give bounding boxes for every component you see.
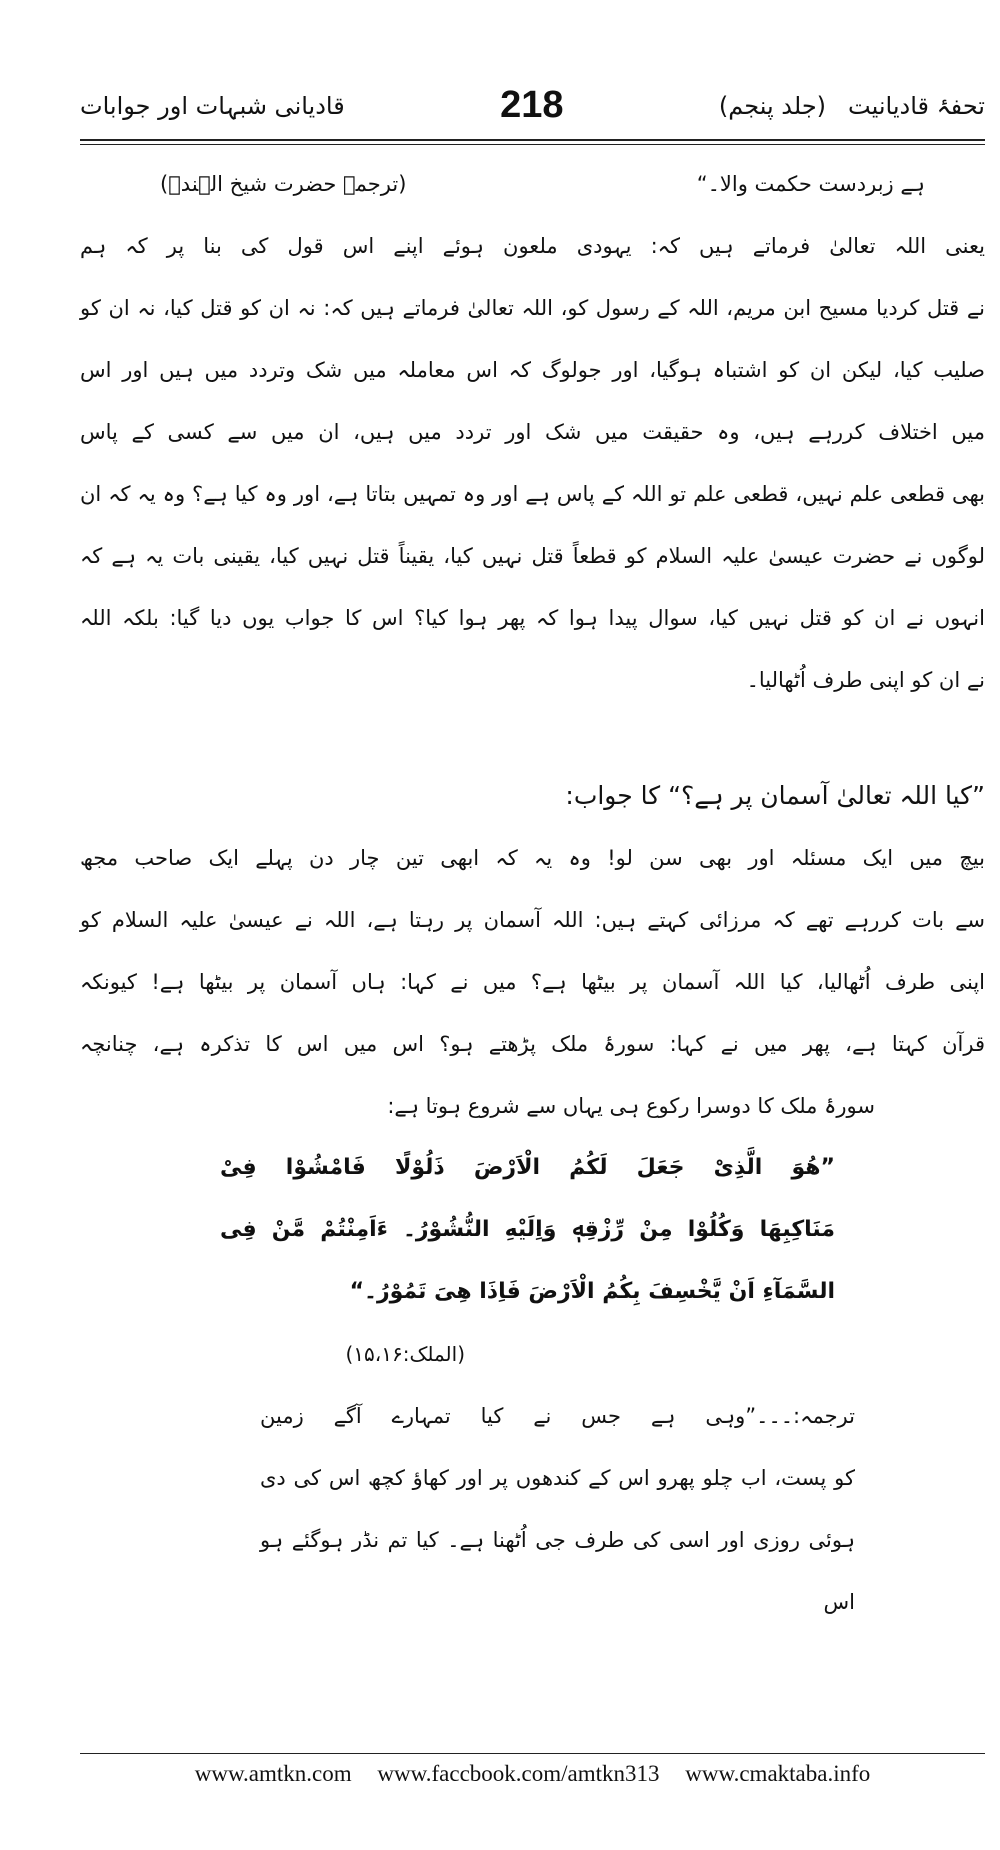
- header-rule-thin: [80, 144, 985, 145]
- translation-line: ہوئی روزی اور اسی کی طرف جی اُٹھنا ہے۔ کیا تم نڈر ہوگئے ہو اس: [260, 1528, 855, 1614]
- translation-line: کو پست، اب چلو پھرو اس کے کندھوں پر اور کھاؤ کچھ اس کی دی: [260, 1466, 855, 1490]
- paragraph-1-line: یعنی اللہ تعالیٰ فرماتے ہیں کہ: یہودی ملعون ہوئے اپنے اس قول کی بنا پر کہ ہم: [80, 234, 985, 258]
- paragraph-1-line: میں اختلاف کررہے ہیں، وہ حقیقت میں شک اور تردد میں ہیں، ان میں سے کسی کے پاس: [80, 420, 985, 444]
- quote-end-line: [80, 153, 985, 215]
- arabic-verse-line: ”هُوَ الَّذِیْ جَعَلَ لَكُمُ الْاَرْضَ ذَلُوْلًا فَامْشُوْا فِیْ: [220, 1155, 835, 1180]
- paragraph-2-line: قرآن کہتا ہے، پھر میں نے کہا: سورۂ ملک پڑھتے ہو؟ اس میں اس کا تذکرہ ہے، چنانچہ: [80, 1032, 985, 1056]
- translation-attribution: (ترجمہ حضرت شیخ الہندؒ): [160, 172, 407, 196]
- paragraph-1-line: لوگوں نے حضرت عیسیٰ علیہ السلام کو قطعاً قتل نہیں کیا، یقیناً قتل نہیں کیا، یقینی بات یہ ہے کہ: [80, 544, 985, 568]
- page-number: 218: [500, 84, 564, 126]
- arabic-verse: [80, 1137, 985, 1323]
- verse-reference: (الملک:۱۵،۱۶): [345, 1342, 465, 1366]
- footer-link[interactable]: www.cmaktaba.info: [685, 1761, 871, 1786]
- translation-line: ترجمہ:۔۔۔”وہی ہے جس نے کیا تمہارے آگے زمین: [260, 1404, 855, 1428]
- arabic-verse-line: مَنَاكِبِهَا وَكُلُوْا مِنْ رِّزْقِهٖ وَاِلَیْهِ النُّشُوْرُ۔ ءَاَمِنْتُمْ مَّنْ فِی: [220, 1217, 835, 1242]
- paragraph-1: [80, 215, 985, 711]
- footer-link[interactable]: www.faccbook.com/amtkn313: [377, 1761, 660, 1786]
- header-right-group: [719, 92, 985, 120]
- page-header: [80, 78, 985, 133]
- paragraph-2-line: سورۂ ملک کا دوسرا رکوع ہی یہاں سے شروع ہوتا ہے:: [387, 1094, 875, 1118]
- page-footer: [80, 1753, 985, 1794]
- section-title: قادیانی شبہات اور جوابات: [80, 91, 345, 120]
- paragraph-2: [80, 827, 985, 1137]
- arabic-verse-line: السَّمَآءِ اَنْ یَّخْسِفَ بِكُمُ الْاَرْضَ فَاِذَا هِیَ تَمُوْرُ۔“: [349, 1279, 835, 1304]
- paragraph-1-line: بھی قطعی علم نہیں، قطعی علم تو اللہ کے پاس ہے اور وہ تمہیں بتاتا ہے، اور وہ کیا ہے؟ وہ یہ کہ ان: [80, 482, 985, 506]
- quote-end-text: ہے زبردست حکمت والا۔“: [696, 172, 925, 196]
- paragraph-2-line: سے بات کررہے تھے کہ مرزائی کہتے ہیں: اللہ آسمان پر رہتا ہے، اللہ نے عیسیٰ علیہ السلام کو: [80, 908, 985, 932]
- paragraph-1-line: انہوں نے ان کو قتل نہیں کیا، سوال پیدا ہوا کہ پھر ہوا کیا؟ اس کا جواب یوں دیا گیا: بلکہ اللہ: [80, 606, 985, 630]
- paragraph-1-line: نے ان کو اپنی طرف اُٹھالیا۔: [746, 668, 985, 692]
- book-title: تحفۂ قادیانیت: [848, 91, 985, 120]
- footer-link[interactable]: www.amtkn.com: [194, 1761, 352, 1786]
- volume-label: (جلد پنجم): [718, 91, 827, 120]
- book-page: [80, 0, 985, 1794]
- footer-links: [80, 1754, 985, 1794]
- header-rule: [80, 139, 985, 141]
- translation: [80, 1385, 985, 1633]
- paragraph-2-line: اپنی طرف اُٹھالیا، کیا اللہ آسمان پر بیٹھا ہے؟ میں نے کہا: ہاں آسمان پر بیٹھا ہے! کیونکہ: [80, 970, 985, 994]
- paragraph-1-line: نے قتل کردیا مسیح ابن مریم، اللہ کے رسول کو، اللہ تعالیٰ فرماتے ہیں کہ: نہ ان کو قتل کیا، نہ ان کو: [80, 296, 985, 320]
- paragraph-1-line: صلیب کیا، لیکن ان کو اشتباہ ہوگیا، اور جولوگ کہ اس معاملہ میں شک وتردد میں ہیں اور اس: [80, 358, 985, 382]
- paragraph-2-line: بیچ میں ایک مسئلہ اور بھی سن لو! وہ یہ کہ ابھی تین چار دن پہلے ایک صاحب مجھ: [80, 846, 985, 870]
- section-heading: ”کیا اللہ تعالیٰ آسمان پر ہے؟“ کا جواب:: [565, 781, 985, 810]
